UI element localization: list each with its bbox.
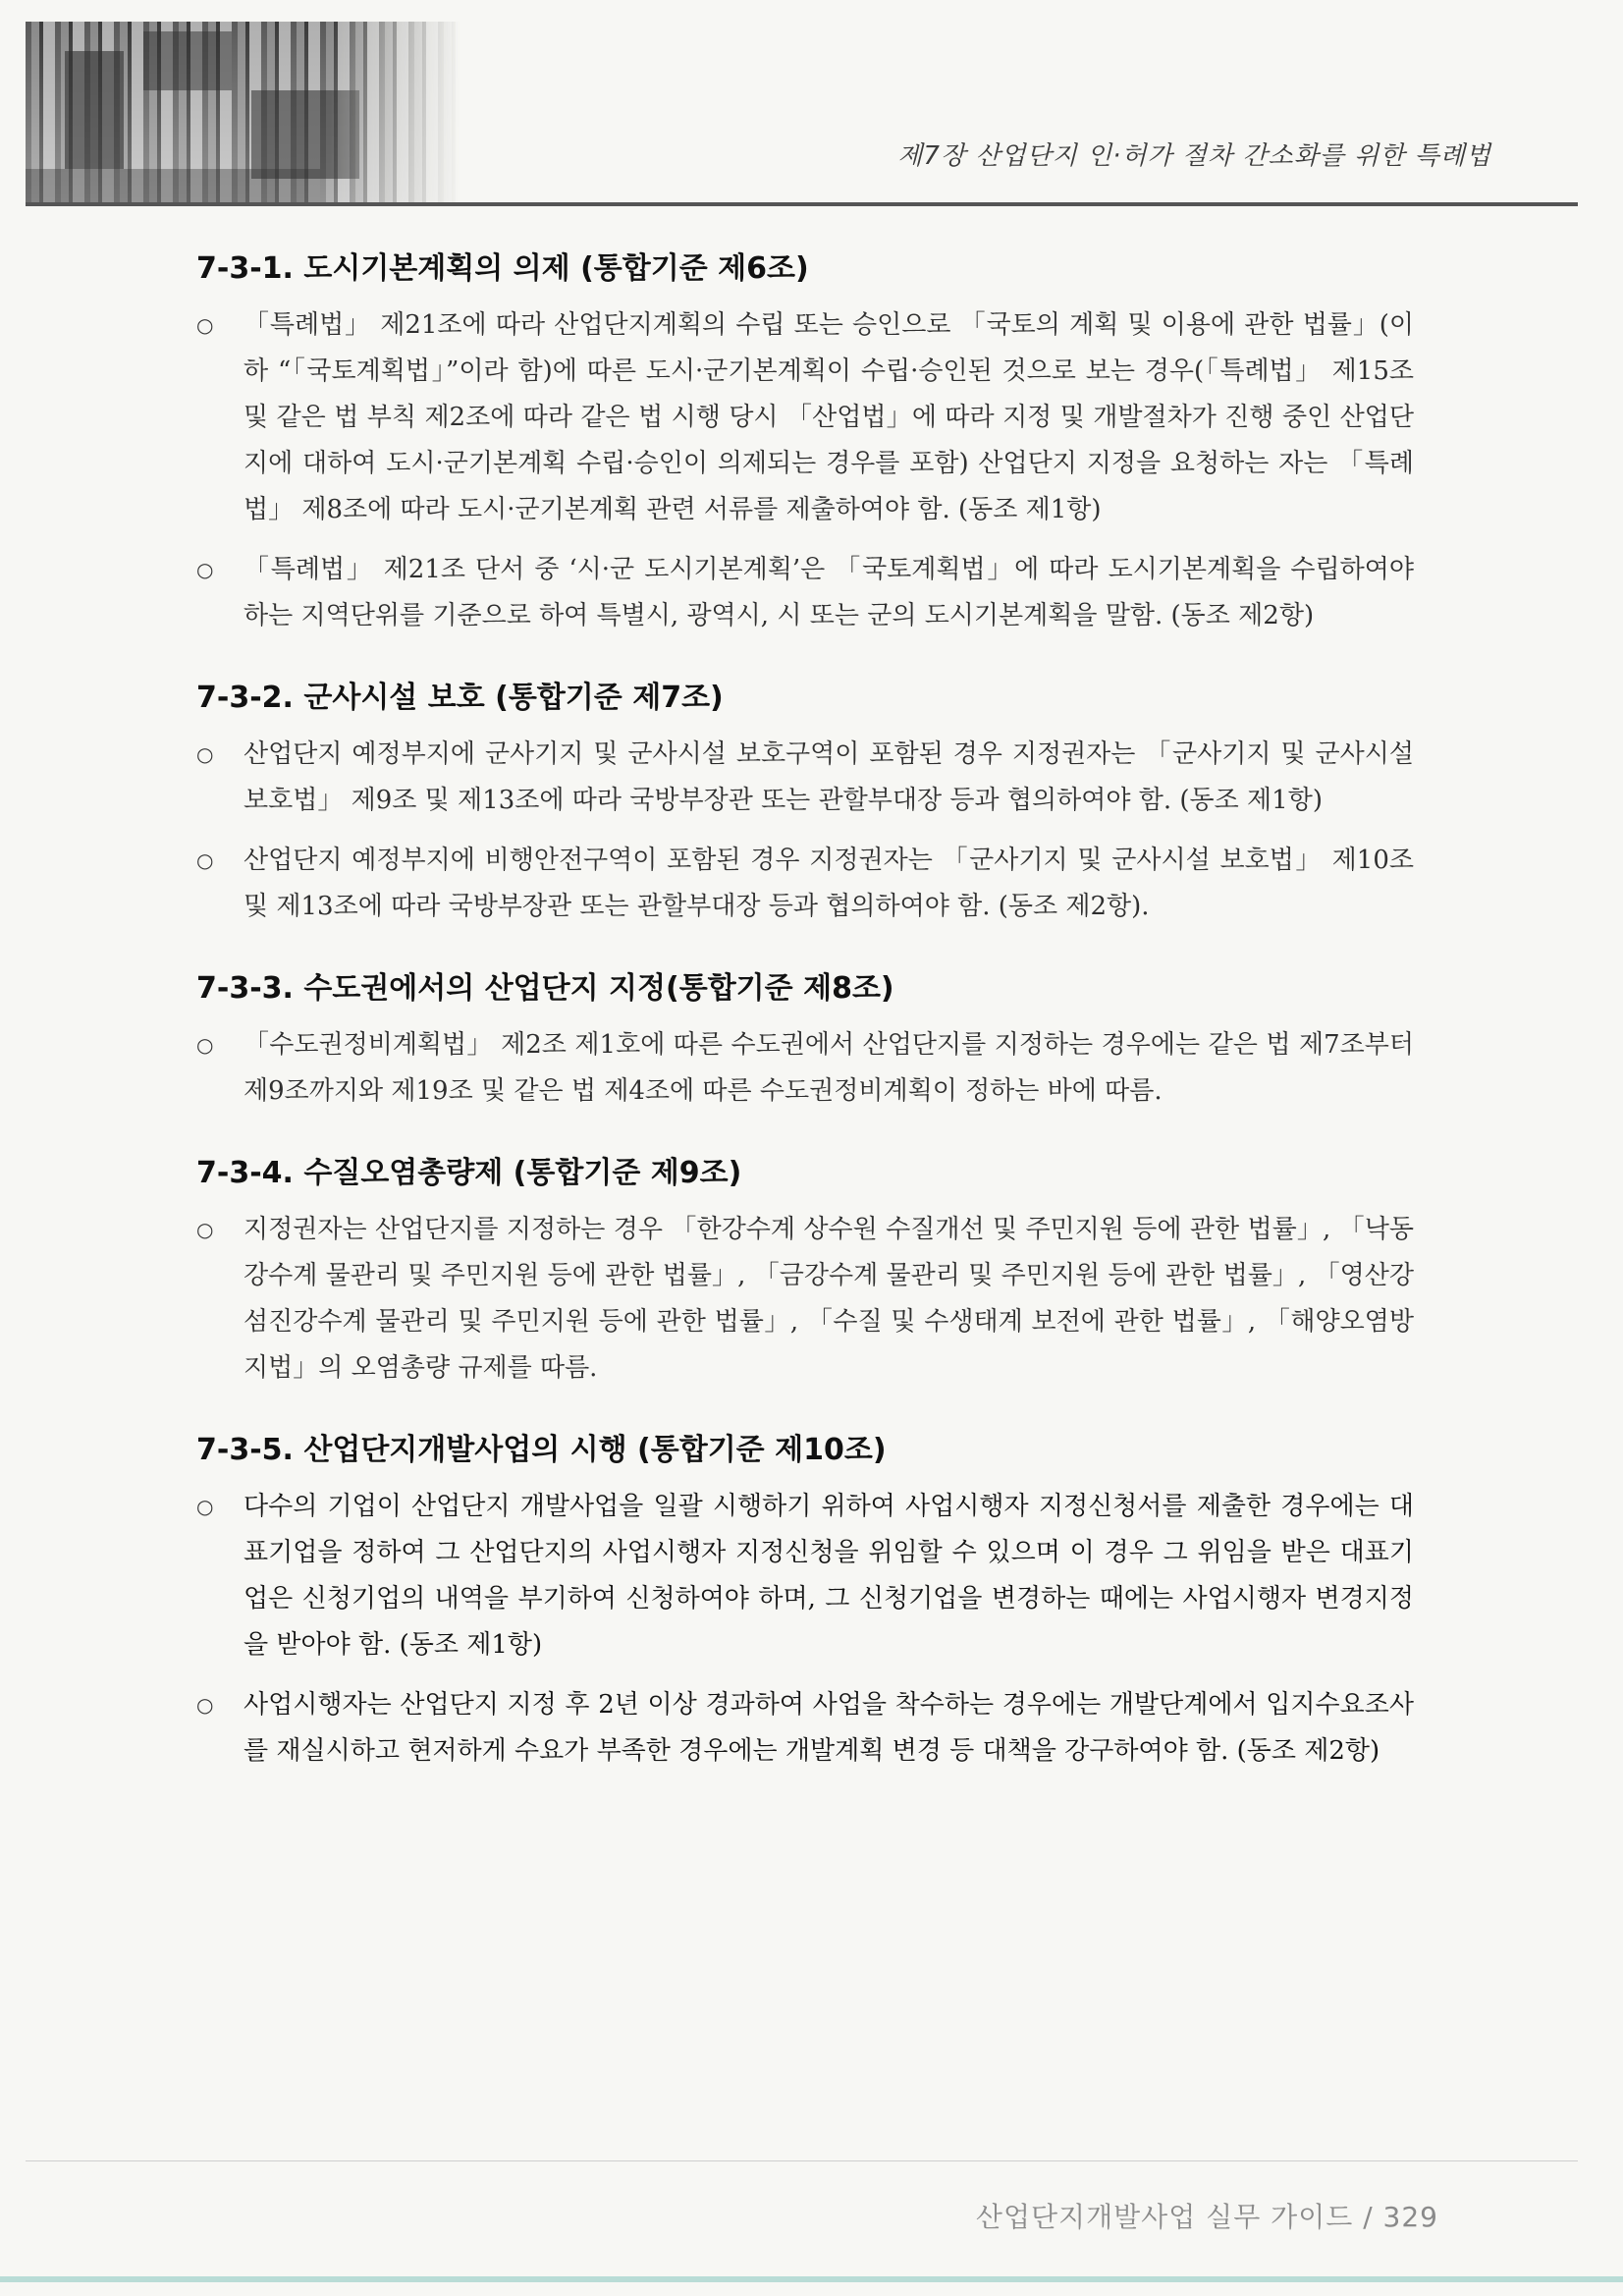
section-7-3-2 bbox=[196, 673, 1414, 930]
circle-bullet-icon: ○ bbox=[196, 1693, 214, 1717]
list-item-text: 산업단지 예정부지에 비행안전구역이 포함된 경우 지정권자는 「군사기지 및 군사시설 보호법」 제10조 및 제13조에 따라 국방부장관 또는 관할부대장 등과 협의하여야 함. (동조 제2항). bbox=[243, 846, 1414, 921]
list-item-text: 「수도권정비계획법」 제2조 제1호에 따른 수도권에서 산업단지를 지정하는 경우에는 같은 법 제7조부터 제9조까지와 제19조 및 같은 법 제4조에 따른 수도권정비계획이 정하는 바에 따름. bbox=[243, 1030, 1414, 1106]
list-item bbox=[196, 838, 1414, 930]
circle-bullet-icon: ○ bbox=[196, 742, 214, 766]
list-item bbox=[196, 732, 1414, 824]
circle-bullet-icon: ○ bbox=[196, 1033, 214, 1057]
list-item bbox=[196, 1207, 1414, 1392]
list-item-text: 다수의 기업이 산업단지 개발사업을 일괄 시행하기 위하여 사업시행자 지정신청서를 제출한 경우에는 대표기업을 정하여 그 산업단지의 사업시행자 지정신청을 위임할 수 있으며 이 경우 그 위임을 받은 대표기업은 신청기업의 내역을 부기하여 신청하여야 하며, 그 신청기업을 변경하는 때에는 사업시행자 변경지정을 받아야 함. (동조 제1항) bbox=[243, 1492, 1414, 1660]
circle-bullet-icon: ○ bbox=[196, 313, 214, 337]
section-title: 7-3-5. 산업단지개발사업의 시행 (통합기준 제10조) bbox=[196, 1433, 887, 1467]
chapter-title: 제7장 산업단지 인·허가 절차 간소화를 위한 특례법 bbox=[897, 141, 1491, 171]
list-item bbox=[196, 1022, 1414, 1115]
list-item bbox=[196, 547, 1414, 639]
section-title: 7-3-2. 군사시설 보호 (통합기준 제7조) bbox=[196, 681, 724, 715]
list-item bbox=[196, 302, 1414, 533]
list-item bbox=[196, 1484, 1414, 1668]
list-item-text: 지정권자는 산업단지를 지정하는 경우 「한강수계 상수원 수질개선 및 주민지원 등에 관한 법률」, 「낙동강수계 물관리 및 주민지원 등에 관한 법률」, 「금강수계 물관리 및 주민지원 등에 관한 법률」, 「영산강섬진강수계 물관리 및 주민지원 등에 관한 법률」, 「수질 및 수생태계 보전에 관한 법률」, 「해양오염방지법」의 오염총량 규제를 따름. bbox=[243, 1215, 1414, 1383]
section-title: 7-3-1. 도시기본계획의 의제 (통합기준 제6조) bbox=[196, 251, 809, 286]
section-7-3-1 bbox=[196, 244, 1414, 639]
circle-bullet-icon: ○ bbox=[196, 1495, 214, 1518]
header-photo bbox=[26, 22, 461, 204]
section-7-3-4 bbox=[196, 1148, 1414, 1392]
list-item-text: 「특례법」 제21조 단서 중 ‘시·군 도시기본계획’은 「국토계획법」에 따라 도시기본계획을 수립하여야 하는 지역단위를 기준으로 하여 특별시, 광역시, 시 또는 군의 도시기본계획을 말함. (동조 제2항) bbox=[243, 555, 1414, 630]
circle-bullet-icon: ○ bbox=[196, 558, 214, 581]
section-7-3-5 bbox=[196, 1425, 1414, 1775]
section-title: 7-3-4. 수질오염총량제 (통합기준 제9조) bbox=[196, 1156, 742, 1190]
page-footer: 산업단지개발사업 실무 가이드 / 329 bbox=[975, 2201, 1438, 2233]
list-item-text: 사업시행자는 산업단지 지정 후 2년 이상 경과하여 사업을 착수하는 경우에는 개발단계에서 입지수요조사를 재실시하고 현저하게 수요가 부족한 경우에는 개발계획 변경 등 대책을 강구하여야 함. (동조 제2항) bbox=[243, 1690, 1414, 1766]
header-divider bbox=[26, 202, 1578, 206]
section-7-3-3 bbox=[196, 963, 1414, 1115]
page-content bbox=[196, 244, 1414, 1808]
circle-bullet-icon: ○ bbox=[196, 848, 214, 872]
list-item-text: 「특례법」 제21조에 따라 산업단지계획의 수립 또는 승인으로 「국토의 계획 및 이용에 관한 법률」(이하 “「국토계획법」”이라 함)에 따른 도시·군기본계획이 수립·승인된 것으로 보는 경우(「특례법」 제15조 및 같은 법 부칙 제2조에 따라 같은 법 시행 당시 「산업법」에 따라 지정 및 개발절차가 진행 중인 산업단지에 대하여 도시·군기본계획 수립·승인이 의제되는 경우를 포함) 산업단지 지정을 요청하는 자는 「특례법」 제8조에 따라 도시·군기본계획 관련 서류를 제출하여야 함. (동조 제1항) bbox=[243, 310, 1414, 524]
section-title: 7-3-3. 수도권에서의 산업단지 지정(통합기준 제8조) bbox=[196, 971, 894, 1006]
list-item bbox=[196, 1682, 1414, 1775]
bottom-color-band bbox=[0, 2276, 1623, 2282]
footer-divider bbox=[26, 2160, 1578, 2161]
list-item-text: 산업단지 예정부지에 군사기지 및 군사시설 보호구역이 포함된 경우 지정권자는 「군사기지 및 군사시설 보호법」 제9조 및 제13조에 따라 국방부장관 또는 관할부대장 등과 협의하여야 함. (동조 제1항) bbox=[243, 739, 1414, 815]
circle-bullet-icon: ○ bbox=[196, 1218, 214, 1241]
